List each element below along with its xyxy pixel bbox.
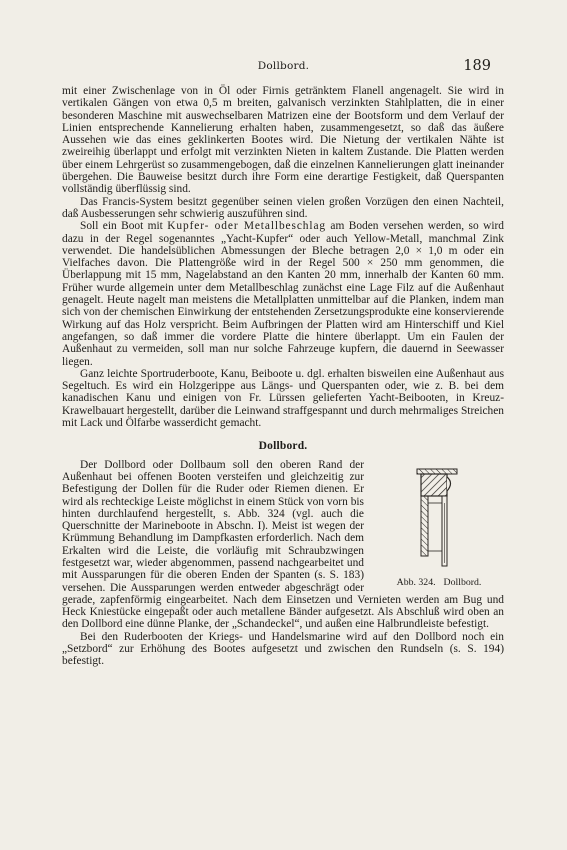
section-heading: Dollbord. [258,440,308,453]
figure-title: Dollbord. [443,576,482,588]
page-number: 189 [463,58,491,74]
gunwale-cross-section-drawing [407,463,471,573]
page-header [0,58,567,78]
paragraph-metal-sheathing [62,220,504,368]
figure-caption [374,577,504,589]
figure-324 [374,463,504,589]
paragraph-francis-system-continued: mit einer Zwischenlage von in Öl oder Firnis getränktem Flanell angenagelt. Sie wird in vertikalen Gängen von etwa 0,5 m breiten, galvanisch verzinkten Stahlplatten, die in einer besonderen Maschine mit auswechselbaren Matrizen eine der Bootsform und dem Verlauf der Linien entsprechende Kannelierung erhalten haben, zusammengesetzt, so daß das äußere Aussehen wie das eines geklinkerten Bootes wird. Die Nietung der vertikalen Nähte ist zweireihig überlappt und erfolgt mit verzinkten Nieten in kaltem Zustande. Die Platten werden über einem Lehrgerüst so zusammengebogen, daß die einzelnen Kannelierungen glatt ineinander übergehen. Die Bauweise besitzt durch ihre Form eine derartige Festigkeit, daß Querspanten vollständig überflüssig sind. [62,85,504,196]
body-text [62,85,504,668]
paragraph-francis-drawback: Das Francis-System besitzt gegenüber seinen vielen großen Vorzügen den einen Nachteil, daß Ausbesserungen sehr schwierig auszuführen sind. [62,195,504,220]
paragraph-rest-text: am Boden versehen werden, so wird dazu in der Regel sogenanntes „Yacht-Kupfer“ oder auch Yellow-Metall, manchmal Zink verwendet. Die handelsüblichen Abmessungen der Bleche betragen 2,0 × 1,0 m oder ein Vielfaches davon. Die Plattengröße wird in der Regel 500 × 250 mm genommen, die Überlappung mit 15 mm, Nagelabstand an den Kanten 20 mm, innerhalb der Kanten 60 mm. Früher wurde allgemein unter dem Metallbeschlag zunächst eine Lage Filz auf die Außenhaut genagelt. Heute nagelt man meistens die Metallplatten unmittelbar auf die Planken, indem man sich von der chemischen Einwirkung der entstehenden Zersetzungsprodukte eine konservierende Wirkung auf das Holz verspricht. Beim Aufbringen der Platten wird am Hinterschiff und Kiel angefangen, so daß immer die vordere Platte die hintere überlappt. Um ein Faulen der Außenhaut zu vermeiden, soll man nur solche Fahrzeuge kupfern, die dauernd in Seewasser liegen. [62,220,504,368]
paragraph-setzbord: Bei den Ruderbooten der Kriegs- und Handelsmarine wird auf den Dollbord noch ein „Setzbord“ zur Erhöhung des Bootes aufgesetzt und zwischen den Rundseln (s. S. 194) befestigt. [62,630,504,668]
paragraph-dollbord: Der Dollbord oder Dollbaum soll den oberen Rand der Außenhaut bei offenen Booten versteifen und gleichzeitig zur Befestigung der Dollen für die Ruder oder Riemen dienen. Er wird als rechteckige Leiste möglichst in einem Stück von vorn bis hinten durchlaufend hergestellt, s. Abb. 324 (vgl. auch die Querschnitte der Marineboote in Abschn. I). Meist ist wegen der Krümmung Behandlung im Dampfkasten erforderlich. Nach dem Erkalten wird die Leiste, die vorläufig mit Schraubzwingen festgesetzt war, wieder abgenommen, passend nachgearbeitet und mit Aussparungen für die oberen Enden der Spanten (s. S. 183) versehen. Die Aussparungen werden entweder abgeschrägt oder gerade, zapfenförmig eingearbeitet. Nach dem Einsetzen und Vernieten werden am Bug und Heck Kniestücke eingepaßt oder auch metallene Bänder aufgesetzt. Als Abschluß wird oben an den Dollbord eine dünne Planke, der „Schandeckel“, und außen eine Halbrundleiste befestigt. [62,458,504,631]
spaced-emphasis: Kupfer- oder Metallbeschlag [167,220,327,233]
running-title: Dollbord. [257,60,310,72]
figure-number: Abb. 324. [396,576,436,588]
paragraph-canvas-skin: Ganz leichte Sportruderboote, Kanu, Beiboote u. dgl. erhalten bisweilen eine Außenhaut aus Segeltuch. Es wird ein Holzgerippe aus Längs- und Querspanten oder, wie z. B. bei dem kanadischen Kanu und einigen von Fr. Lürssen gelieferten Yacht-Beibooten, in Kreuz-Krawelbauart hergestellt, darüber die Leinwand straffgespannt und durch mehrmaliges Streichen mit Lack und Ölfarbe wasserdicht gemacht. [62,367,504,430]
paragraph-lead-text: Soll ein Boot mit [80,220,168,233]
